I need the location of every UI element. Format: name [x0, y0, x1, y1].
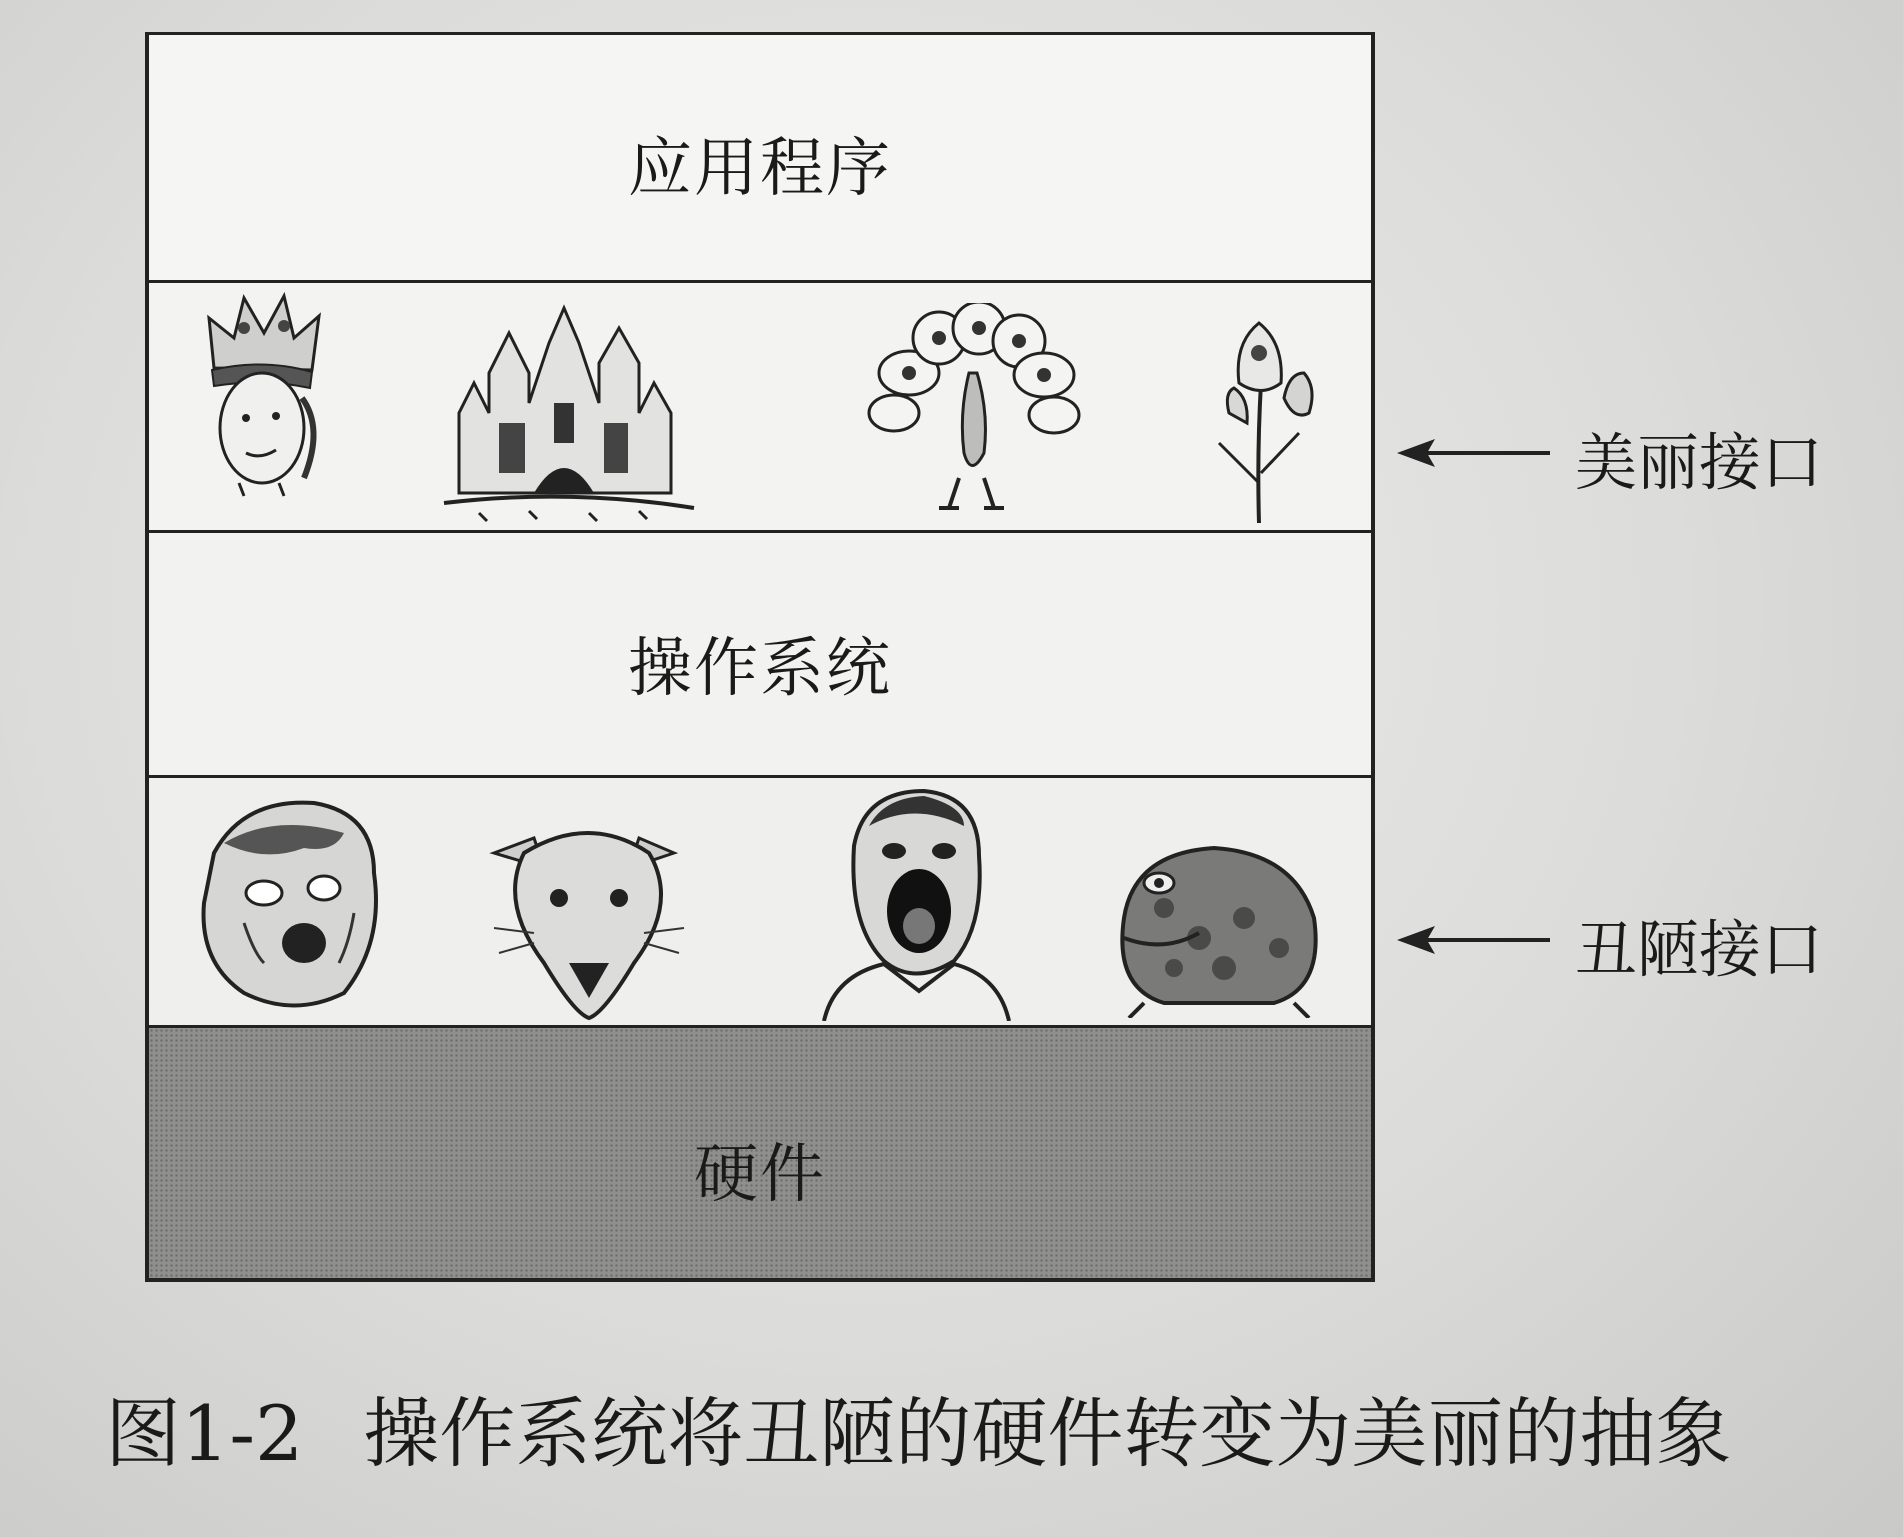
applications-label: 应用程序 [628, 132, 892, 206]
hardware-layer [145, 1025, 1375, 1282]
applications-layer [145, 32, 1375, 280]
ugly-interface-layer [145, 775, 1375, 1025]
beautiful-interface-layer [145, 280, 1375, 530]
arrow-left-icon [1395, 920, 1555, 960]
operating-system-layer [145, 530, 1375, 775]
layer-diagram [145, 32, 1375, 1282]
ugly-interface-callout [1395, 900, 1855, 986]
figure-number: 图1-2 [105, 1389, 304, 1478]
queen-icon [184, 288, 334, 498]
toad-icon [1104, 828, 1334, 1018]
operating-system-label: 操作系统 [628, 632, 892, 706]
arrow-left-icon [1395, 433, 1555, 473]
rat-icon [474, 813, 704, 1023]
ugly-interface-label: 丑陋接口 [1575, 913, 1824, 986]
flower-icon [1199, 303, 1329, 523]
beautiful-interface-callout [1395, 413, 1855, 499]
peacock-icon [859, 303, 1089, 523]
screaming-man-icon [814, 786, 1014, 1021]
ugly-face-icon [184, 793, 394, 1013]
figure-caption-text: 操作系统将丑陋的硬件转变为美丽的抽象 [363, 1389, 1732, 1478]
hardware-label: 硬件 [694, 1138, 826, 1212]
figure-caption [105, 1373, 1731, 1482]
beautiful-interface-label: 美丽接口 [1575, 426, 1824, 499]
castle-icon [439, 303, 699, 523]
